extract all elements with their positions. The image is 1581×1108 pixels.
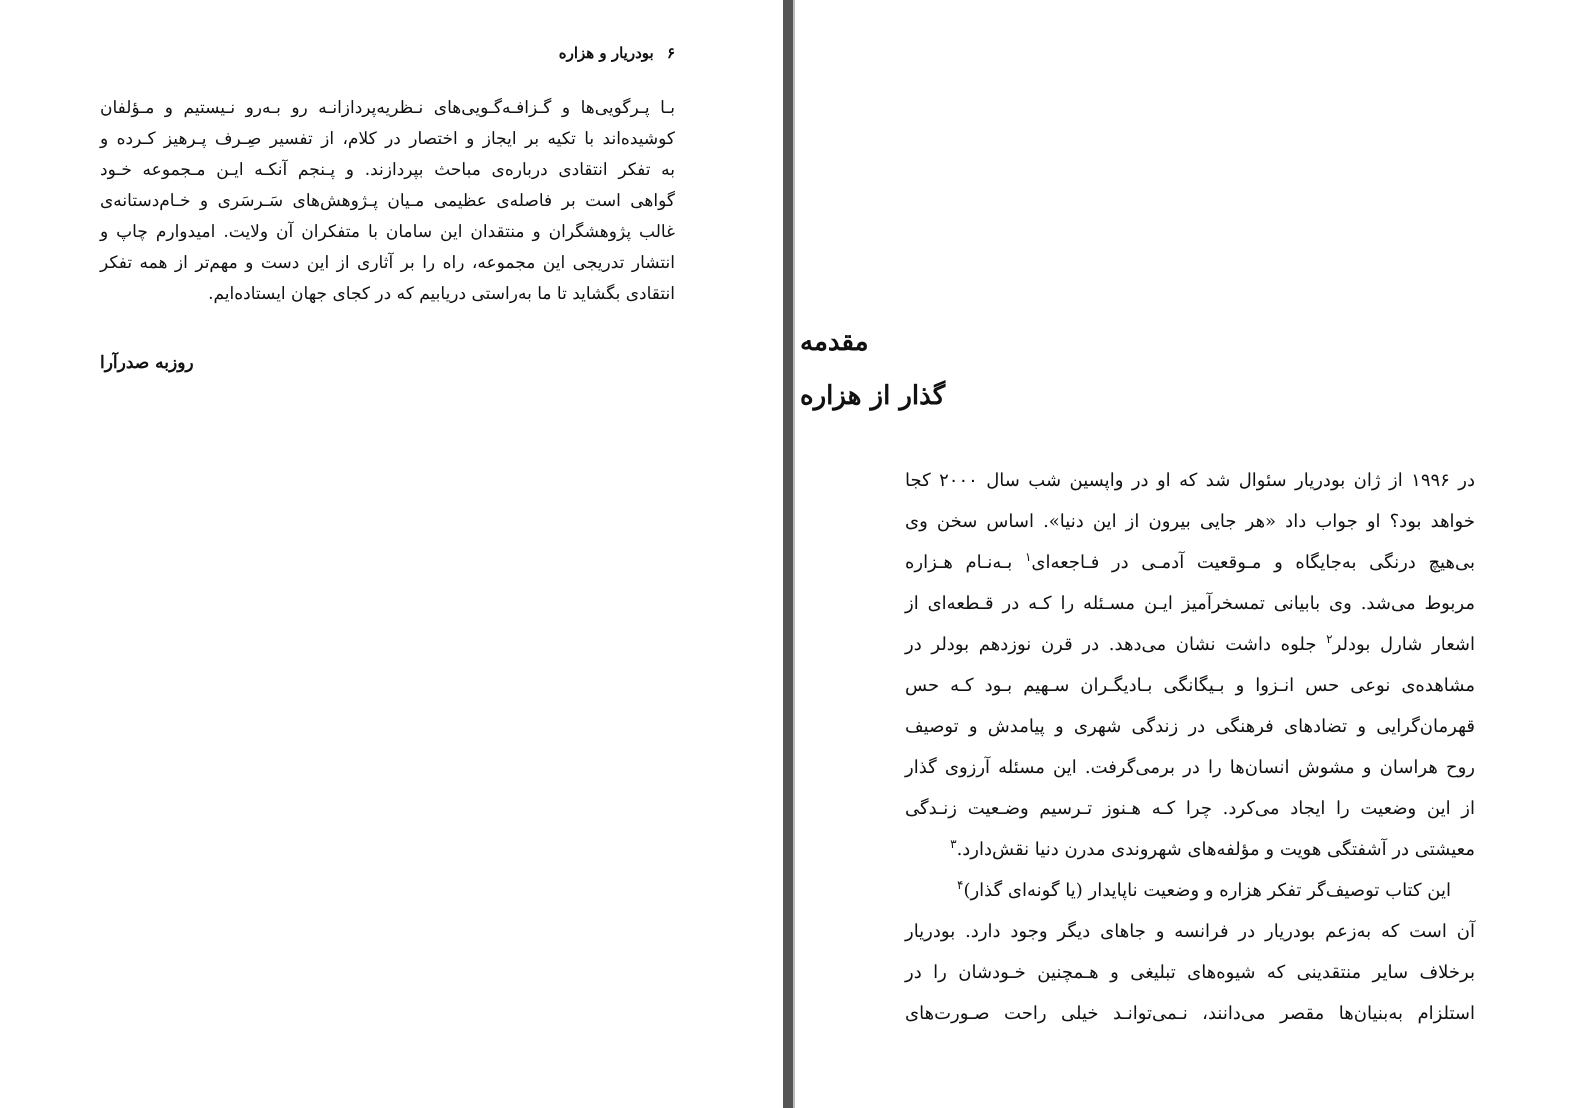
text-segment: این کتاب توصیف‌گر تفکر هزاره و وضعیت ناپایدار (یا گونه‌ای گذار) [963, 880, 1451, 901]
text-line [905, 993, 1475, 1034]
translator-signature [100, 353, 675, 373]
text-line: انتشار تدریجی این مجموعه، راه را بر آثاری از این دست و مهم‌تر از همه تفکر [100, 253, 675, 273]
text-segment: مشاهده‌ی نوعی حس انـزوا و بـیگانگی بـادیگـران سـهیم بـود کـه حس [905, 675, 1475, 696]
footnote-marker[interactable]: ۱ [1024, 550, 1032, 564]
text-line [905, 583, 1475, 624]
text-line [905, 911, 1475, 952]
text-segment: در ۱۹۹۶ از ژان بودریار سئوال شد که او در واپسین شب سال ۲۰۰۰ کجا [905, 470, 1475, 491]
signature-text: روزبه صدرآرا [100, 353, 194, 373]
text-line [905, 952, 1475, 993]
right-body-text [905, 460, 1475, 1034]
text-line [905, 460, 1475, 501]
text-line [905, 788, 1475, 829]
text-segment: از این وضعیت را ایجاد می‌کرد. چرا کـه هـنوز تـرسیم وضـعیت زنـدگی [905, 798, 1475, 819]
chapter-subtitle: گذار از هزاره [800, 381, 946, 411]
text-segment: روح هراسان و مشوش انسان‌ها را در برمی‌گرفت. این مسئله آرزوی گذار [905, 757, 1475, 778]
text-line: بـا پـرگویی‌ها و گـزافـه‌گـویی‌های نـظریه‌پردازانـه رو بـه‌رو نـیستیم و مـؤلفان [100, 98, 675, 118]
footnote-marker[interactable]: ۳ [950, 837, 957, 851]
text-segment: استلزام به‌بنیان‌ها مقصر می‌دانند، نـمی‌توانـد خیلی راحت صـورت‌های [905, 1003, 1475, 1024]
text-line: گواهی است بر فاصله‌ی عظیمی مـیان پـژوهش‌های سَـرسَری و خـام‌دستانه‌ی [100, 191, 675, 211]
text-segment: بی‌هیچ درنگی به‌جایگاه و مـوقعیت آدمـی در فـاجعه‌ای [1031, 552, 1475, 573]
text-line: کوشیده‌اند با تکیه بر ایجاز و اختصار در کلام، از تفسیر صِـرف پـرهیز کـرده و [100, 129, 675, 149]
text-line: به تفکر انتقادی درباره‌ی مباحث بپردازند. و پـنجم آنکـه ایـن مـجموعه خـود [100, 160, 675, 180]
left-body-text [100, 93, 675, 310]
text-line [905, 624, 1475, 665]
text-segment: قهرمان‌گرایی و تضادهای فرهنگی در زندگی شهری و پیامدش و توصیف [905, 716, 1475, 737]
footnote-marker[interactable]: ۲ [1326, 632, 1333, 646]
running-head [100, 42, 675, 64]
text-segment: مربوط می‌شد. وی بابیانی تمسخرآمیز ایـن مسـئله را کـه در قـطعه‌ای از [905, 593, 1475, 614]
left-page [0, 0, 785, 1108]
chapter-title: مقدمه [800, 327, 869, 357]
text-line: انتقادی بگشاید تا ما به‌راستی دریابیم که در کجای جهان ایستاده‌ایم. [208, 284, 675, 304]
text-segment: بـه‌نـام هـزاره [905, 552, 1025, 573]
running-head-title: بودریار و هزاره [558, 44, 654, 62]
text-segment: معیشتی در آشفتگی هویت و مؤلفه‌های شهروندی مدرن دنیا نقش‌دارد. [956, 839, 1475, 860]
text-line: غالب پژوهشگران و منتقدان این سامان با متفکران آن ولایت. امیدوارم چاپ و [100, 222, 675, 242]
text-line [905, 706, 1475, 747]
page-number: ۶ [666, 44, 675, 62]
text-line [905, 542, 1475, 583]
footnote-marker[interactable]: ۴ [957, 878, 964, 892]
text-line [905, 870, 1475, 911]
text-line [905, 501, 1475, 542]
text-segment: برخلاف سایر منتقدینی که شیوه‌های تبلیغی و هـمچنین خـودشان را در [905, 962, 1475, 983]
text-segment: جلوه داشت نشان می‌دهد. در قرن نوزدهم بودلر در [905, 634, 1327, 655]
text-line [905, 829, 1475, 870]
text-line [905, 747, 1475, 788]
text-segment: آن است که به‌زعم بودریار در فرانسه و جاهای دیگر وجود دارد. بودریار [905, 921, 1475, 942]
text-line [905, 665, 1475, 706]
text-segment: خواهد بود؟ او جواب داد «هر جایی بیرون از این دنیا». اساس سخن وی [905, 511, 1475, 532]
book-spine [783, 0, 793, 1108]
text-segment: اشعار شارل بودلر [1332, 634, 1475, 655]
